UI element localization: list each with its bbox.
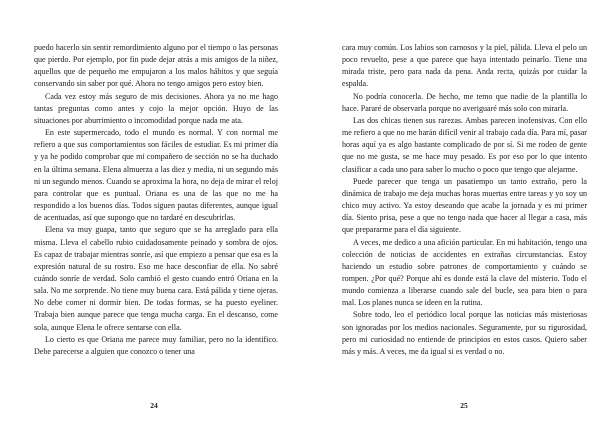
right-page-text	[342, 42, 587, 358]
paragraph: Las dos chicas tienen sus rarezas. Ambas parecen inofensivas. Con ello me refiero a que no me harán difícil venir al trabajo cada día. Para mí, pasar horas aquí ya es algo bastante complicado de por sí. Si me rodeo de gente que no me gusta, se me hace muy pesado. Es por eso por lo que intento clasificar a cada uno para saber lo mucho o poco que tengo que alejarme.	[342, 115, 587, 174]
paragraph: No podría conocerla. De hecho, me temo que nadie de la plantilla lo hace. Pararé de observarla porque no averiguaré más solo con mirarla.	[342, 91, 587, 113]
paragraph: Puede parecer que tenga un pasatiempo un tanto extraño, pero la dinámica de trabajo me deja muchas horas muertas entre tareas y yo soy un chico muy activo. Ya estoy deseando que acabe la jornada y es mi primer día. Siento prisa, pese a que no tengo nada que hacer al llegar a casa, más que prepararme para el día siguiente.	[342, 176, 587, 235]
page-number: 25	[460, 401, 468, 410]
paragraph: A veces, me dedico a una afición particular. En mi habitación, tengo una colección de noticias de accidentes en extrañas circunstancias. Estoy haciendo un estudio sobre patrones de comportamiento y cuándo se rompen. ¿Por qué? Porque ahí es donde está la clave del misterio. Todo el mundo comienza a liberarse cuando sale del bucle, sea para bien o para mal. Los planes nunca se ideen en la rutina.	[342, 237, 587, 308]
paragraph: Sobre todo, leo el periódico local porque las noticias más misteriosas son ignoradas por los medios nacionales. Seguramente, por su rigurosidad, pero mi curiosidad no entiende de principios en estos casos. Quiero saber más y más. A veces, me da igual si es verdad o no.	[342, 310, 587, 356]
left-page-text	[34, 42, 278, 358]
paragraph: Cada vez estoy más seguro de mis decisiones. Ahora ya no me hago tantas preguntas como antes y cojo la mejor opción. Huyo de las situaciones por aburrimiento o incomodidad porque nada me ata.	[34, 91, 278, 125]
paragraph: cara muy común. Los labios son carnosos y la piel, pálida. Lleva el pelo un poco revuelto, pese a que parece que haya intentado peinarlo. Tiene una mirada triste, pero para nada da pena. Anda recta, quizás por cuidar la espalda.	[342, 43, 587, 89]
paragraph: puedo hacerlo sin sentir remordimiento alguno por el tiempo o las personas que pierdo. Por ejemplo, por fin pude dejar atrás a mis amigos de la niñez, aquellos que de pequeño me empujaron a los malos hábitos y que seguía conservando sin saber por qué. Ahora no tengo amigos pero estoy bien.	[34, 43, 278, 89]
page-number: 24	[150, 401, 158, 410]
paragraph: Lo cierto es que Oriana me parece muy familiar, pero no la identifico. Debe parecerse a alguien que conozco o tener una	[34, 334, 278, 356]
paragraph: Elena va muy guapa, tanto que seguro que se ha arreglado para ella misma. Lleva el cabello rubio cuidadosamente peinado y sombra de ojos. Es capaz de trabajar mientras sonríe, así que empiezo a pensar que esa es la expresión natural de su rostro. Eso me hace desconfiar de ella. No sabré cuándo sonríe de verdad. Solo cambió el gesto cuando entró Oriana en la sala. No me sorprende. No tiene muy buena cara. Está pálida y tiene ojeras. No debe comer ni dormir bien. De todas formas, se ha puesto eyeliner. Trabaja bien aunque parece que tenga mucha carga. En el descanso, come sola, aunque Elena le ofrece sentarse con ella.	[34, 225, 278, 332]
right-page	[300, 0, 600, 425]
paragraph: En este supermercado, todo el mundo es normal. Y con normal me refiero a que sus comportamientos son fáciles de estudiar. Es mi primer día y ya he podido comprobar que mi compañero de sección no se ha duchado en la última semana. Elena almuerza a las diez y media, ni un segundo más ni un segundo menos. Cuando se aproxima la hora, no deja de mirar el reloj para controlar que es puntual. Oriana es una de las que no me ha respondido a los buenos días. Todos siguen pautas diferentes, aunque igual de acentuadas, así que supongo que no tardaré en descubrirlas.	[34, 128, 278, 223]
